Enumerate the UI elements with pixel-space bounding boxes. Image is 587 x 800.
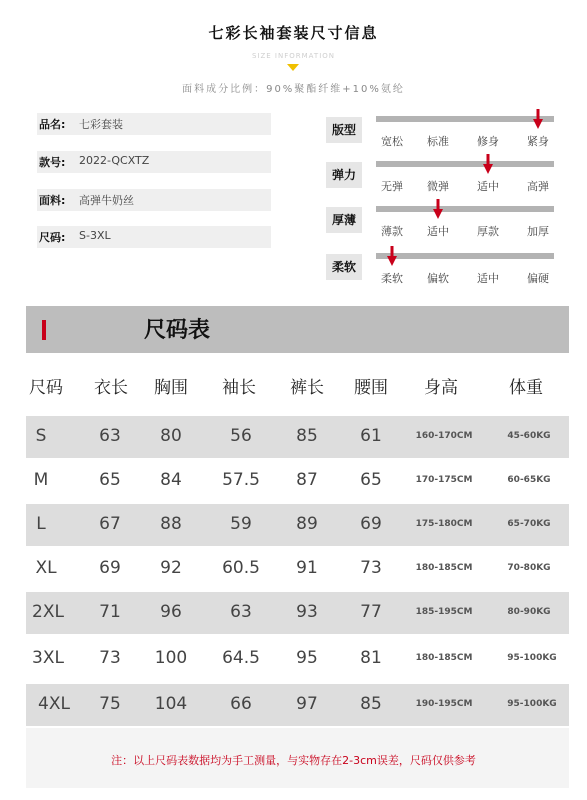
scale-option: 厚款 [477, 225, 499, 238]
table-cell: 185-195CM [415, 607, 473, 617]
info-key: 面料: [39, 194, 66, 207]
selection-arrow-icon [533, 109, 543, 129]
table-cell: 59 [230, 514, 252, 534]
table-cell: 3XL [32, 648, 64, 668]
table-cell: 180-185CM [415, 563, 473, 573]
table-cell: 160-170CM [415, 431, 473, 441]
info-value: S-3XL [79, 229, 111, 242]
info-row-style-no [37, 151, 271, 173]
table-cell: 170-175CM [415, 475, 473, 485]
scale-bar [376, 116, 554, 122]
table-cell: 71 [99, 602, 121, 622]
table-cell: XL [35, 558, 57, 578]
table-cell: 56 [230, 426, 252, 446]
table-row [26, 504, 569, 546]
scale-option: 修身 [477, 135, 499, 148]
fabric-composition: 面料成分比例：90%聚酯纤维+10%氨纶 [182, 84, 405, 95]
scale-option: 无弹 [381, 180, 403, 193]
scale-label: 版型 [326, 117, 362, 143]
column-header: 袖长 [222, 378, 256, 398]
table-cell: 96 [160, 602, 182, 622]
scale-thickness [326, 205, 556, 245]
table-cell: 80 [160, 426, 182, 446]
scale-option: 加厚 [527, 225, 549, 238]
scale-option: 标准 [427, 135, 449, 148]
column-header: 身高 [424, 378, 458, 398]
table-cell: 63 [99, 426, 121, 446]
table-cell: 73 [99, 648, 121, 668]
scale-option: 偏软 [427, 272, 449, 285]
table-cell: 60-65KG [507, 475, 551, 485]
table-cell: S [35, 426, 47, 446]
table-cell: 60.5 [222, 558, 260, 578]
column-header: 胸围 [154, 378, 188, 398]
table-cell: 73 [360, 558, 382, 578]
table-cell: 87 [296, 470, 318, 490]
table-cell: 88 [160, 514, 182, 534]
scale-option: 适中 [477, 272, 499, 285]
selection-arrow-icon [483, 154, 493, 174]
table-cell: 97 [296, 694, 318, 714]
table-cell: 95-100KG [507, 653, 557, 663]
scale-elasticity [326, 160, 556, 200]
table-cell: 64.5 [222, 648, 260, 668]
table-cell: 89 [296, 514, 318, 534]
table-cell: 2XL [32, 602, 64, 622]
table-cell: 180-185CM [415, 653, 473, 663]
selection-arrow-icon [433, 199, 443, 219]
table-cell: 104 [154, 694, 188, 714]
column-header: 尺码 [29, 378, 63, 398]
table-cell: 65-70KG [507, 519, 551, 529]
size-table-title: 尺码表 [144, 318, 211, 343]
table-cell: 61 [360, 426, 382, 446]
info-key: 品名: [39, 118, 66, 131]
table-cell: 65 [99, 470, 121, 490]
column-header: 裤长 [290, 378, 324, 398]
scale-option: 高弹 [527, 180, 549, 193]
table-cell: 57.5 [222, 470, 260, 490]
size-table-header [26, 306, 569, 353]
table-cell: 63 [230, 602, 252, 622]
table-row [26, 460, 569, 502]
scale-softness [326, 252, 556, 292]
table-row [26, 638, 569, 680]
table-cell: 75 [99, 694, 121, 714]
scale-bar [376, 206, 554, 212]
table-row [26, 684, 569, 726]
info-value: 七彩套装 [79, 118, 123, 131]
size-table-columns [26, 353, 569, 415]
scale-option: 紧身 [527, 135, 549, 148]
table-cell: 81 [360, 648, 382, 668]
info-key: 款号: [39, 156, 66, 169]
title-accent-bar [42, 320, 46, 340]
table-cell: L [36, 514, 46, 534]
table-cell: 93 [296, 602, 318, 622]
selection-arrow-icon [387, 246, 397, 266]
table-cell: 4XL [38, 694, 70, 714]
column-header: 体重 [509, 378, 543, 398]
header-subtitle: SIZE INFORMATION [251, 52, 336, 60]
header-triangle-icon [287, 64, 299, 71]
info-row-size [37, 226, 271, 248]
table-cell: 190-195CM [415, 699, 473, 709]
table-cell: 65 [360, 470, 382, 490]
table-cell: 45-60KG [507, 431, 551, 441]
table-cell: 77 [360, 602, 382, 622]
column-header: 腰围 [354, 378, 388, 398]
scale-option: 适中 [427, 225, 449, 238]
table-cell: 95 [296, 648, 318, 668]
scale-bar [376, 161, 554, 167]
scale-option: 柔软 [381, 272, 403, 285]
scale-option: 宽松 [381, 135, 403, 148]
table-cell: 67 [99, 514, 121, 534]
column-header: 衣长 [94, 378, 128, 398]
scale-option: 偏硬 [527, 272, 549, 285]
scale-option: 薄款 [381, 225, 403, 238]
info-value: 2022-QCXTZ [79, 154, 150, 167]
info-row-name [37, 113, 271, 135]
scale-label: 厚薄 [326, 207, 362, 233]
scale-label: 柔软 [326, 254, 362, 280]
table-cell: 80-90KG [507, 607, 551, 617]
info-key: 尺码: [39, 231, 66, 244]
table-cell: 175-180CM [415, 519, 473, 529]
table-cell: 84 [160, 470, 182, 490]
table-cell: 66 [230, 694, 252, 714]
scale-option: 微弹 [427, 180, 449, 193]
scale-bar [376, 253, 554, 259]
table-cell: M [33, 470, 49, 490]
info-row-fabric [37, 189, 271, 211]
table-cell: 85 [360, 694, 382, 714]
table-cell: 85 [296, 426, 318, 446]
scale-label: 弹力 [326, 162, 362, 188]
table-cell: 95-100KG [507, 699, 557, 709]
scale-option: 适中 [477, 180, 499, 193]
table-cell: 69 [360, 514, 382, 534]
info-value: 高弹牛奶丝 [79, 194, 134, 207]
header-title: 七彩长袖套装尺寸信息 [208, 24, 379, 42]
scale-fit [326, 115, 556, 155]
table-cell: 100 [154, 648, 188, 668]
measurement-note: 注：以上尺码表数据均为手工测量，与实物存在2-3cm误差，尺码仅供参考 [111, 754, 476, 767]
table-cell: 69 [99, 558, 121, 578]
table-cell: 92 [160, 558, 182, 578]
table-row [26, 548, 569, 590]
table-cell: 70-80KG [507, 563, 551, 573]
table-row [26, 416, 569, 458]
table-row [26, 592, 569, 634]
table-cell: 91 [296, 558, 318, 578]
